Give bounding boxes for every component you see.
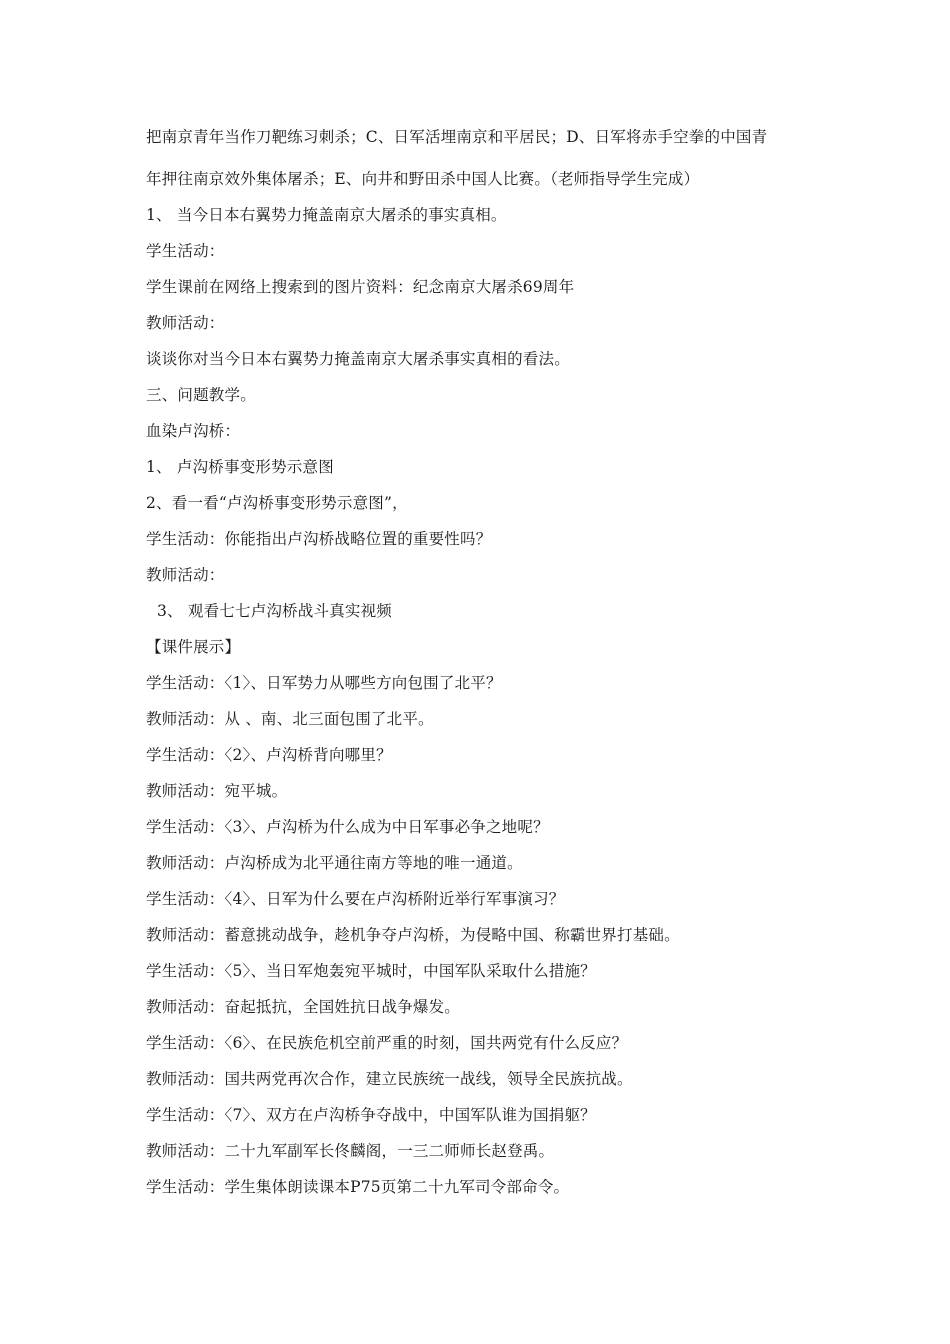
text-line: 学生课前在网络上搜索到的图片资料：纪念南京大屠杀69周年 bbox=[146, 278, 575, 296]
text-line: 把南京青年当作刀靶练习刺杀；C、日军活埋南京和平居民；D、日军将赤手空拳的中国青 bbox=[146, 128, 768, 146]
text-line: 教师活动：宛平城。 bbox=[146, 782, 288, 800]
text-line: 学生活动：〈6〉、在民族危机空前严重的时刻，国共两党有什么反应？ bbox=[146, 1034, 628, 1052]
text-line: 学生活动：〈7〉、双方在卢沟桥争夺战中，中国军队谁为国捐躯？ bbox=[146, 1106, 596, 1124]
text-line: 谈谈你对当今日本右翼势力掩盖南京大屠杀事实真相的看法。 bbox=[146, 350, 570, 368]
text-line: 教师活动： bbox=[146, 314, 225, 332]
text-line: 学生活动：〈3〉、卢沟桥为什么成为中日军事必争之地呢？ bbox=[146, 818, 549, 836]
text-line: 教师活动：二十九军副军长佟麟阁，一三二师师长赵登禹。 bbox=[146, 1142, 555, 1160]
text-line: 3、 观看七七卢沟桥战斗真实视频 bbox=[157, 602, 392, 620]
text-line: 【课件展示】 bbox=[146, 638, 241, 656]
text-line: 学生活动：〈1〉、日军势力从哪些方向包围了北平？ bbox=[146, 674, 502, 692]
text-line: 学生活动： bbox=[146, 242, 225, 260]
text-line: 血染卢沟桥： bbox=[146, 422, 241, 440]
text-line: 教师活动：国共两党再次合作，建立民族统一战线，领导全民族抗战。 bbox=[146, 1070, 633, 1088]
text-line: 年押往南京效外集体屠杀；E、向井和野田杀中国人比赛。（老师指导学生完成） bbox=[146, 170, 700, 188]
text-line: 教师活动：卢沟桥成为北平通往南方等地的唯一通道。 bbox=[146, 854, 523, 872]
text-line: 教师活动：奋起抵抗，全国姓抗日战争爆发。 bbox=[146, 998, 461, 1016]
text-line: 学生活动：学生集体朗读课本P75页第二十九军司令部命令。 bbox=[146, 1178, 570, 1196]
text-line: 学生活动：〈4〉、日军为什么要在卢沟桥附近举行军事演习？ bbox=[146, 890, 565, 908]
text-line: 学生活动：你能指出卢沟桥战略位置的重要性吗？ bbox=[146, 530, 492, 548]
text-line: 1、 卢沟桥事变形势示意图 bbox=[146, 458, 334, 476]
text-line: 1、 当今日本右翼势力掩盖南京大屠杀的事实真相。 bbox=[146, 206, 507, 224]
text-line: 2、看一看“卢沟桥事变形势示意图”， bbox=[146, 494, 408, 512]
text-line: 学生活动：〈5〉、当日军炮轰宛平城时，中国军队采取什么措施？ bbox=[146, 962, 596, 980]
section-heading: 三、问题教学。 bbox=[146, 386, 256, 404]
text-line: 教师活动： bbox=[146, 566, 225, 584]
text-line: 教师活动：蓄意挑动战争，趁机争夺卢沟桥，为侵略中国、称霸世界打基础。 bbox=[146, 926, 680, 944]
text-line: 教师活动：从 、南、北三面包围了北平。 bbox=[146, 710, 434, 728]
text-line: 学生活动：〈2〉、卢沟桥背向哪里？ bbox=[146, 746, 392, 764]
